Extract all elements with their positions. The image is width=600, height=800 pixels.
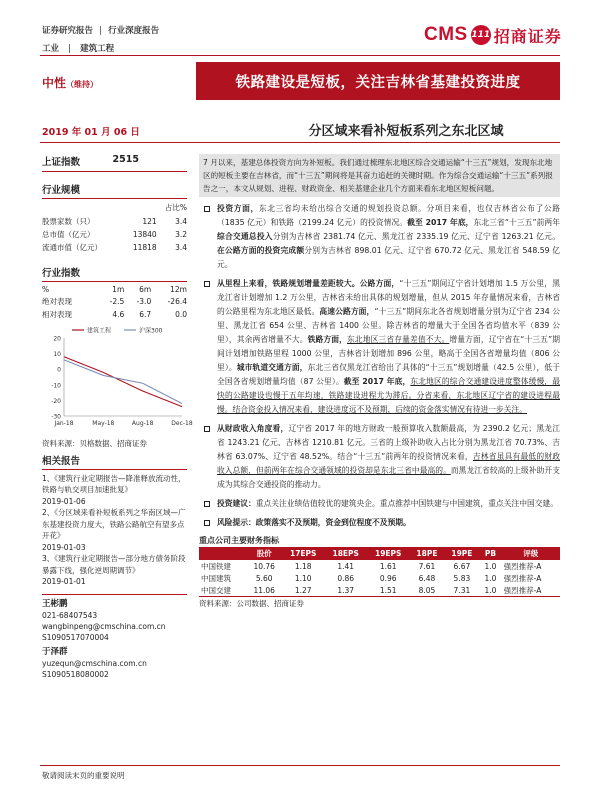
key-point-text: 辽宁省 2017 年的地方财政一般预算收入数额最高，为 2390.2 亿元；黑龙江省 1243.21 亿元、吉林省 1210.81 亿元。三省的上级补助收入占比分别为黑龙江省 70.73%、吉林省 63.07%、辽宁省 48.52%。结合“十三五”前两年的投资情况来看， [217,424,560,462]
table-cell: 0.86 [337,573,355,583]
series-line [64,356,182,406]
rating-note: （维持） [66,80,99,89]
table-row: 股票家数（只） 121 3.4 [42,216,187,226]
table-cell: 7.31 [444,584,479,597]
key-point-text: 东北地区的综合交通建设进度整体缓慢，最快的公路建设也慢于五年均速，铁路建设进程尤为滞后。分省来看，东北地区辽宁省的建设进程最慢。 [217,377,560,415]
report-type: 证券研究报告 [42,26,94,36]
key-point-text: 截至 2017 年底， [407,218,474,228]
table-cell: 中国建筑 [201,573,231,583]
table-cell: 7.61 [418,561,436,571]
table-cell: 0.96 [379,573,397,583]
table-source: 资料来源：公司数据、招商证券 [199,599,304,609]
key-point [199,422,560,492]
subtitle-divider [40,142,560,143]
checkbox-bullet-icon [204,206,210,212]
key-point-text: 重点关注业绩估值较优的建筑央企。重点推荐中国铁建与中国建筑，重点关注中国交建。 [255,499,559,509]
table-row: 相对表现 4.6 6.7 0.0 [42,310,187,320]
checkbox-bullet-icon [204,501,210,507]
key-point-text: 投资建议： [217,499,256,509]
logo-en: CMS [424,24,468,45]
related-reports-heading: 相关报告 [42,453,187,470]
key-point-text: 东北地区三省存量差值不大。 [347,335,450,345]
key-point-text: 从里程上来看，铁路规划增量差距较大。公路方面， [217,279,400,289]
index-label: 上证指数 [42,157,81,168]
related-report-item[interactable]: 2、《分区域来看补短板系列之华南区域—广东基建投资力度大，铁路公路航空有望多点开花》 2019-01-03 [42,508,186,552]
key-point-text: 从财政收入角度看， [217,424,289,434]
cms-logo [424,23,562,47]
table-header-cell: 19EPS [367,547,410,560]
key-point-text: 截至 2017 年底， [343,377,411,387]
key-point-text: 东北三省“十三五”前两年 [473,218,561,228]
key-point-text: 分别为吉林省 2381.74 亿元、黑龙江省 2335.19 亿元、辽宁省 1263.21 亿元。 [272,232,560,242]
main-content [199,154,560,609]
report-sub-type: 行业深度报告 [108,26,160,36]
y-tick-label: -30 [51,413,61,421]
x-tick-label: Dec-18 [171,419,193,427]
basic-data-table [42,201,187,255]
left-sidebar [42,150,193,680]
checkbox-bullet-icon [204,520,210,526]
performance-table [42,284,187,322]
related-report-item[interactable]: 1、《建筑行业定期报告—降准释放流动性，铁路与轨交项目加速批复》 2019-01-06 [42,473,186,506]
key-point-text: 在公路方面的投资完成额 [217,246,305,256]
table-header-cell: 17EPS [282,547,325,560]
table-cell: 6.48 [418,573,436,583]
analyst-phone: 021-68407543 [42,610,98,620]
key-point-text: 增量方面，辽宁省在“十三五”期间计划增加铁路里程 1000 公里，吉林省计划增加 896 公里，略高于全国各省增量均值（806 公里）。 [217,335,560,373]
logo-badge-icon: 111 [471,25,491,45]
table-row [199,560,560,572]
related-report-item[interactable]: 3、《建筑行业定期报告—部分地方债务阶段暴露下线，强化逆周期调节》 2019-01-01 [42,554,186,587]
key-point-text: 分别为吉林省 898.01 亿元、辽宁省 670.72 亿元、黑龙江省 548.59 亿元。 [217,246,560,270]
performance-heading: 行业指数 [42,265,187,282]
key-point [199,277,560,417]
table-header-cell: 评级 [502,547,560,560]
x-tick-label: May-18 [92,419,115,427]
rating-label: 中性 [42,76,67,90]
table-header-cell [199,547,246,560]
key-point-text: “十三五”期间东北各省规划增量分别为辽宁省 234 公里、黑龙江省 654 公里、吉林省 1400 公里。除吉林省的增量大于全国各省均值水平（839 公里），其余两省增量不大。 [217,307,560,345]
table-cell: 1.0 [484,561,497,571]
legend-label: 建筑工程 [87,327,112,335]
key-point-text: 结合资金投入情况来看，建设进度远不及预期，后续的资金落实情况有待进一步关注。 [232,405,528,415]
key-point-text: 而黑龙江省较高的上级补助开支成为其综合交通投资的推动力。 [217,466,560,490]
table-cell: 1.51 [367,584,410,597]
key-point [199,516,560,530]
table-cell: 5.83 [453,573,471,583]
table-cell: 1.27 [282,584,325,597]
analyst-email[interactable]: yuzequn@cmschina.com.cn [42,658,147,668]
index-row [42,150,187,172]
sector: 工业 [42,44,60,54]
table-cell: 8.05 [409,584,444,597]
industry-name: 建筑工程 [80,44,115,54]
table-header-cell: 股价 [246,547,282,560]
key-point [199,202,560,272]
key-point-text: 东北三省仅黑龙江省给出了具体的“十三五”规划增量（42.5 公里），低于全国各省规划增量均值（87 公里）。 [217,363,560,387]
footer-note: 敬请阅读末页的重要说明 [42,771,125,780]
y-tick-label: -10 [51,381,61,389]
table-row: 总市值（亿元） 13840 3.2 [42,229,187,239]
y-tick-label: 10 [53,350,61,358]
pct-header: 占比% [164,203,187,213]
key-point-text: 东北三省均未给出综合交通的规划投资总额。分项目来看，也仅吉林省公布了公路（1835 亿元）和铁路（2199.24 亿元）的投资情况。 [217,204,560,228]
index-value: 2515 [112,154,139,165]
legend-label: 沪深300 [139,327,163,335]
y-tick-label: -20 [51,397,61,405]
industry-line [42,42,114,54]
analyst-cert: S1090517070004 [42,632,109,642]
analyst-block [42,594,187,680]
y-tick-label: 20 [53,335,61,343]
report-subtitle: 分区域来看补短板系列之东北区域 [308,124,504,139]
table-cell: 6.67 [453,561,471,571]
table-cell: 强烈推荐-A [502,584,560,597]
table-header-cell: PB [479,547,501,560]
table-header-cell: 18PE [409,547,444,560]
table-cell: 10.76 [253,561,275,571]
key-points [199,202,560,530]
table-cell: 1.61 [379,561,397,571]
key-point-text: 吉林省虽具有最低的财政收入总额，但前两年在综合交通领域的投资却是东北三省中最高的。 [217,452,560,476]
key-point-text: 风险提示：政策落实不及预期，资金到位程度不及预期。 [217,518,411,528]
financial-table [199,547,560,597]
table-cell: 1.0 [479,584,501,597]
report-title: 铁路建设是短板，关注吉林省基建投资进度 [196,62,560,100]
analyst-name: 王彬鹏 [42,598,68,609]
table-row: 绝对表现 -2.5 -3.0 -26.4 [42,297,187,307]
x-tick-label: Jan-18 [54,419,74,427]
basic-data-heading: 行业规模 [42,182,187,199]
analyst-email[interactable]: wangbinpeng@cmschina.com.cn [42,621,166,631]
table-cell: 强烈推荐-A [503,561,542,571]
table-cell: 1.18 [294,561,312,571]
y-tick-label: 0 [57,366,61,374]
table-header-row: % 1m 6m 12m [42,284,187,294]
key-point-text: 高速公路方面， [319,307,375,317]
table-row: 流通市值（亿元） 11818 3.4 [42,243,187,253]
table-row [199,572,560,584]
chart-source: 资料来源：贝格数据、招商证券 [42,438,147,448]
logo-cn: 招商证券 [493,26,562,46]
key-point-text: “十三五”期间辽宁省计划增加 1.5 万公里，黑龙江省计划增加 1.2 万公里，吉林省未给出具体的规划增量，但从 2015 年存量情况来看，吉林省的公路里程为东北地区最低。 [217,279,560,317]
table-cell: 中国铁建 [201,561,231,571]
header-divider [40,55,560,56]
table-cell: 1.37 [324,584,367,597]
intro-summary: 7 月以来，基建总体投资方向为补短板。我们通过梳理东北地区综合交通运输“十三五”规划，发现东北地区的短板主要在吉林省，而“十三五”期间将是其奋力追赶的关键时期。作为综合交通运输“十三五”系列报告之一，本文从规划、进程、财政资金、相关基建企业几个方面来看东北地区短板问题。 [199,154,560,197]
table-header-row [199,547,560,560]
separator: | [98,26,103,36]
key-point-text: 投资方面， [217,204,259,214]
table-cell: 中国交建 [199,584,246,597]
key-point-text: 铁路方面， [307,335,348,345]
checkbox-bullet-icon [204,426,210,432]
report-type-line [42,24,159,36]
table-header-cell: 19PE [444,547,479,560]
table-title: 重点公司主要财务指标 [199,536,279,546]
key-point [199,497,560,511]
x-tick-label: Aug-18 [131,419,154,427]
performance-chart-svg [42,324,193,436]
table-cell: 11.06 [246,584,282,597]
analyst-name: 于泽群 [42,646,68,657]
table-cell: 1.10 [294,573,312,583]
analyst-cert: S1090518080002 [42,669,109,679]
table-cell: 5.60 [255,573,273,583]
report-date: 2019 年 01 月 06 日 [42,127,140,138]
table-cell: 1.0 [484,573,497,583]
footer-divider [40,765,560,766]
checkbox-bullet-icon [204,281,210,287]
table-header-cell: 18EPS [324,547,367,560]
table-cell: 1.41 [337,561,355,571]
key-point-text: 综合交通总投入 [217,232,273,242]
separator: | [67,44,72,54]
table-cell: 强烈推荐-A [503,573,542,583]
key-point-text: 城市轨道交通方面， [236,363,308,373]
related-reports-list [42,473,187,588]
table-body [199,560,560,597]
performance-chart [42,324,193,436]
rating [42,74,98,91]
table-row [199,584,560,597]
